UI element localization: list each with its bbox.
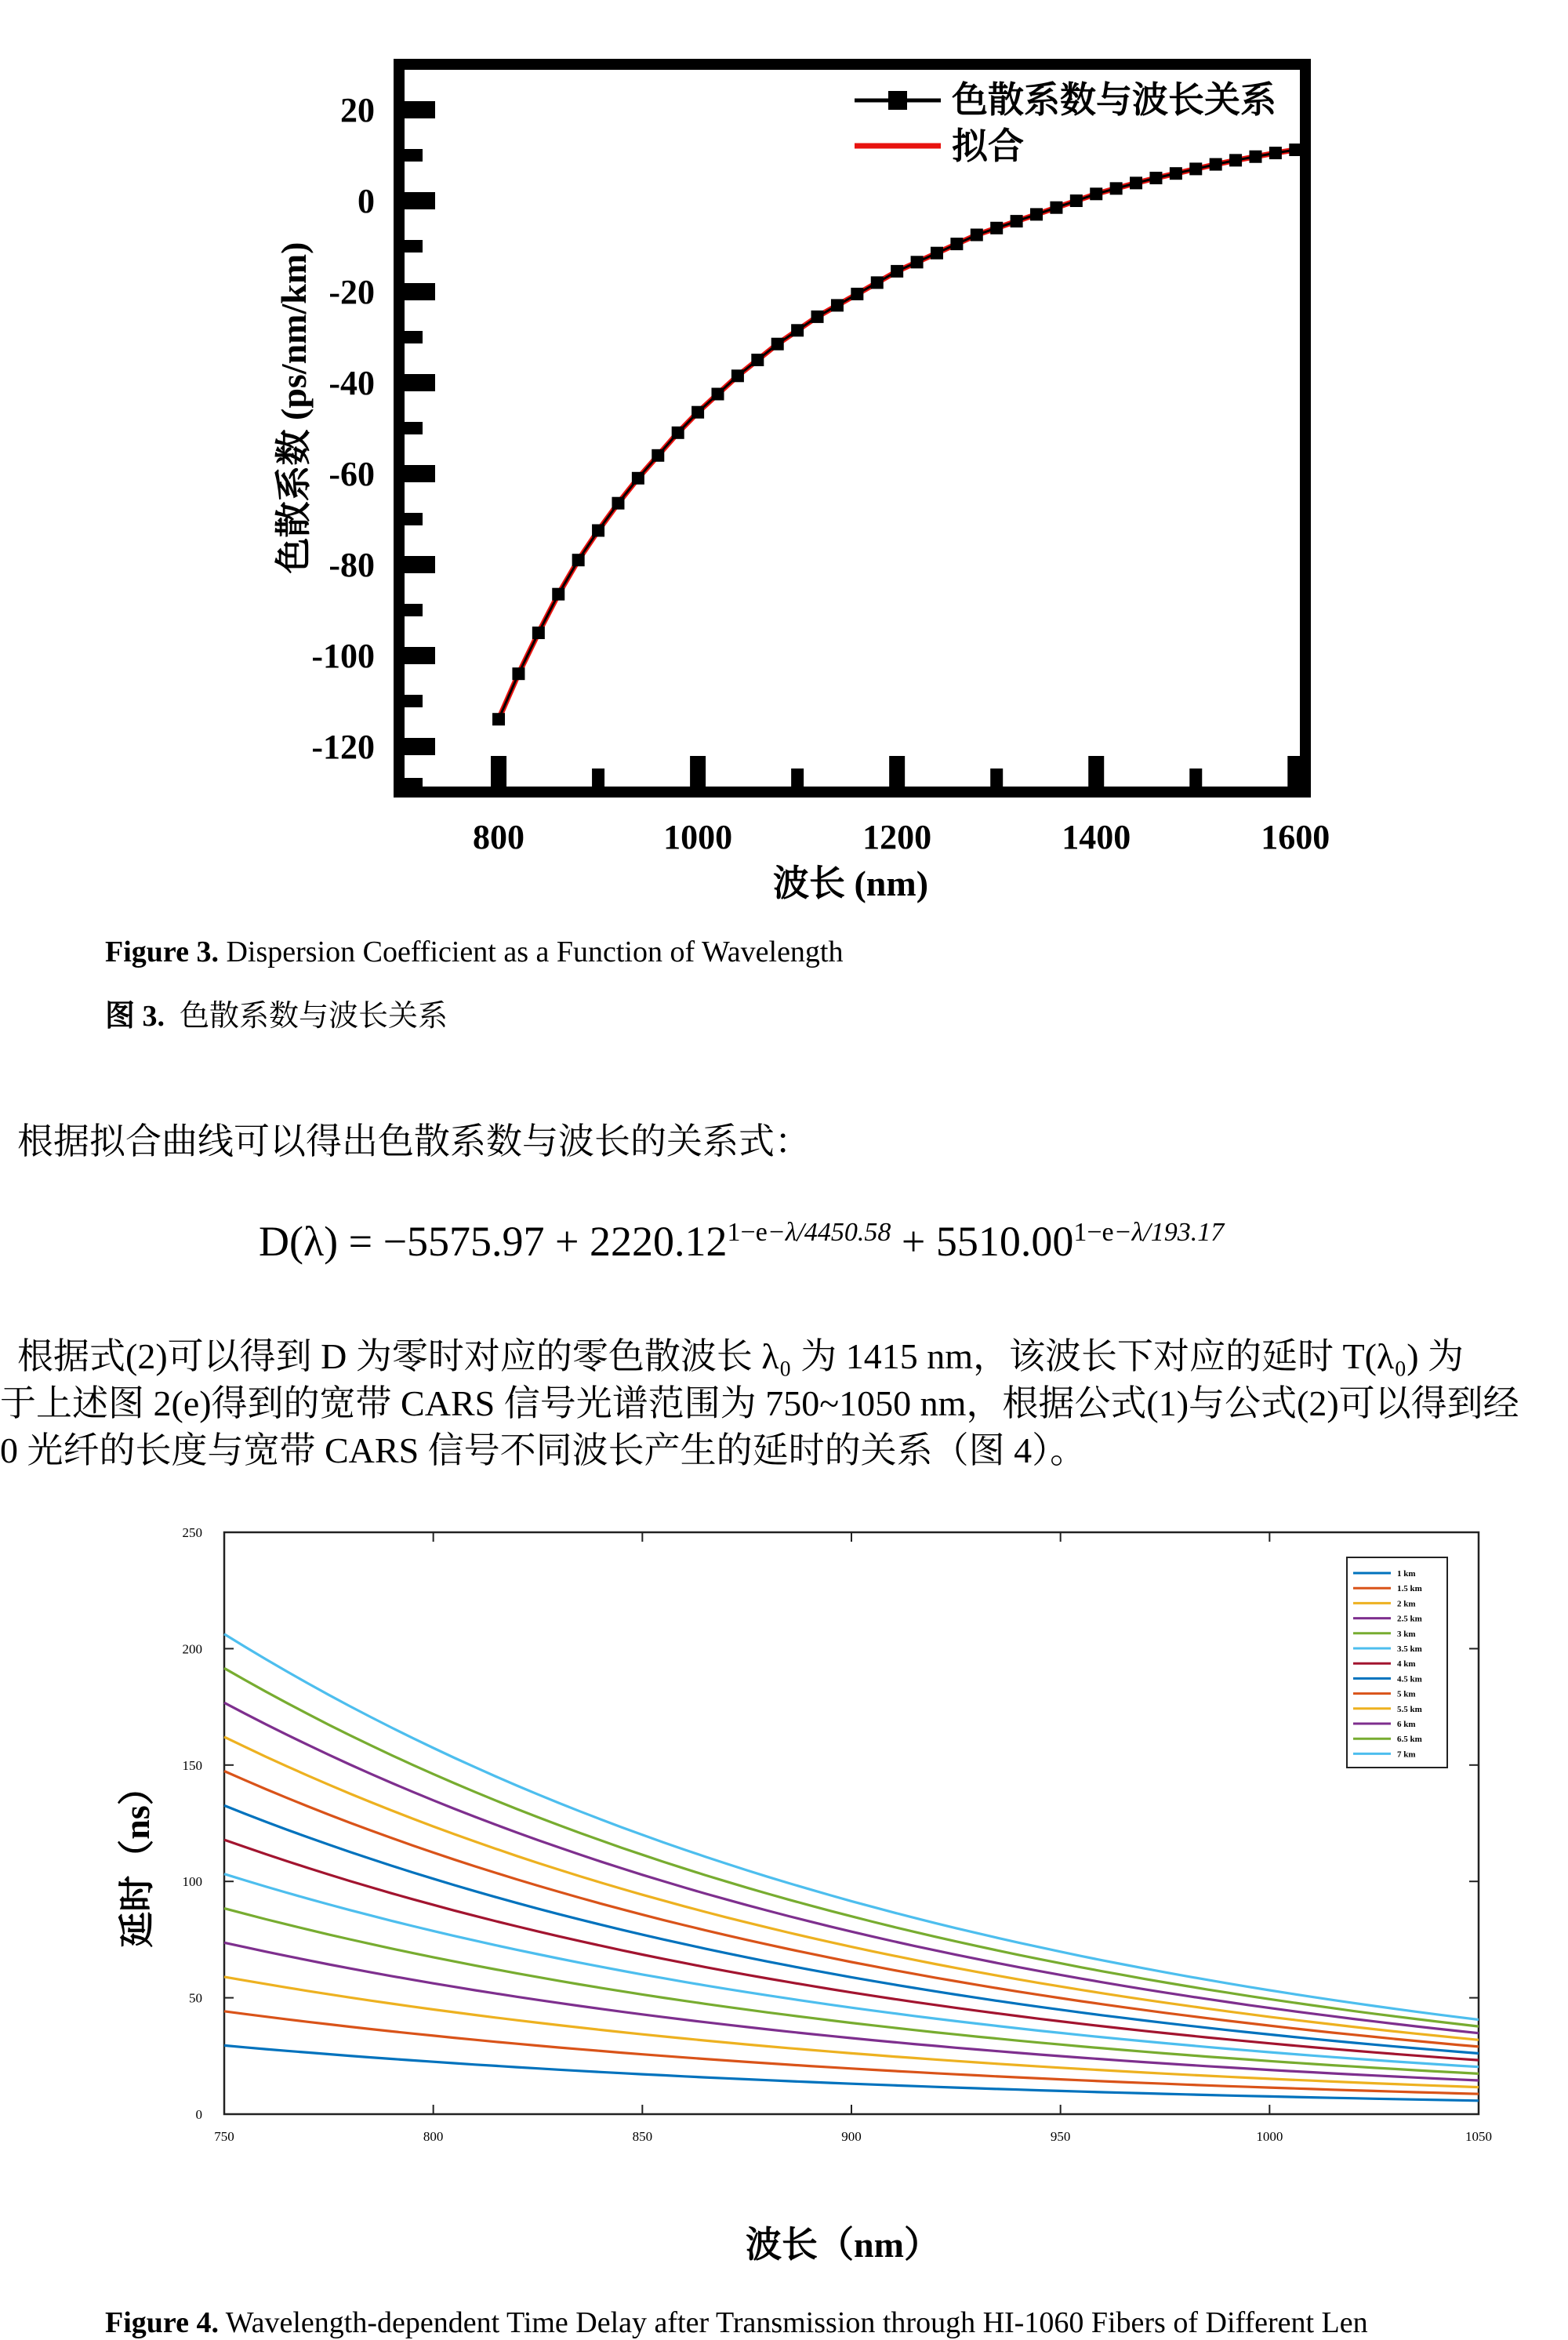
paragraph-line-3: 0 光纤的长度与宽带 CARS 信号不同波长产生的延时的关系（图 4）。 <box>0 1430 1087 1470</box>
legend-entry: 4.5 km <box>1397 1674 1422 1684</box>
legend-entry: 6 km <box>1397 1720 1416 1729</box>
fit-curve <box>499 150 1295 719</box>
data-point <box>1229 154 1242 166</box>
y-tick-label: -120 <box>311 728 375 766</box>
y-axis-label: 色散系数 (ps/nm/km) <box>274 242 314 574</box>
y-tick-label: 0 <box>358 182 375 220</box>
data-point <box>672 427 684 439</box>
legend <box>1347 1557 1447 1768</box>
legend-entry: 2 km <box>1397 1599 1416 1609</box>
data-point <box>931 247 943 260</box>
y-tick-label: 250 <box>182 1525 202 1540</box>
x-tick-label: 750 <box>214 2129 234 2144</box>
data-point <box>1130 176 1142 189</box>
figure4-caption: Figure 4. Wavelength-dependent Time Delay after Transmission through HI-1060 Fibers of Different Len <box>105 2306 1368 2339</box>
y-tick-label: 20 <box>340 91 375 129</box>
y-tick-label: 200 <box>182 1641 202 1657</box>
data-point <box>1269 147 1282 159</box>
x-axis-label: 波长 (nm) <box>772 863 929 903</box>
x-tick-label: 1400 <box>1062 818 1131 856</box>
data-point <box>572 554 585 566</box>
data-point <box>612 497 624 510</box>
y-tick-label: -40 <box>328 364 375 402</box>
data-point <box>811 311 824 323</box>
y-axis-label: 延时（ns） <box>117 1769 157 1948</box>
y-tick-label: 100 <box>182 1874 202 1890</box>
paragraph-line-2: 于上述图 2(e)得到的宽带 CARS 信号光谱范围为 750~1050 nm，根据公式(1)与公式(2)可以得到经 <box>0 1383 1519 1423</box>
delay-curve <box>224 1702 1479 2033</box>
y-tick-label: 150 <box>182 1757 202 1773</box>
y-tick-label: -60 <box>328 455 375 493</box>
x-tick-label: 1000 <box>663 818 733 856</box>
y-tick-label: 0 <box>195 2107 202 2122</box>
data-point <box>1210 158 1222 171</box>
data-point <box>1189 162 1202 175</box>
x-tick-label: 1600 <box>1261 818 1330 856</box>
paragraph-line-1: 根据式(2)可以得到 D 为零时对应的零色散波长 λ₀ 为 1415 nm，该波长下对应的延时 T(λ₀) 为 <box>17 1336 1465 1376</box>
data-point <box>771 338 784 351</box>
data-point <box>492 713 505 725</box>
data-point <box>871 276 884 289</box>
delay-curve <box>224 1805 1479 2053</box>
data-point <box>1149 172 1162 184</box>
data-point <box>1050 202 1062 214</box>
x-tick-label: 800 <box>473 818 525 856</box>
legend-entry: 1.5 km <box>1397 1584 1422 1594</box>
data-point <box>971 229 983 242</box>
data-point <box>592 525 604 537</box>
delay-curve <box>224 1909 1479 2074</box>
delay-chart <box>0 1513 1568 2282</box>
legend-entry: 1 km <box>1397 1569 1416 1579</box>
legend-entry: 6.5 km <box>1397 1735 1422 1745</box>
data-point <box>1289 144 1301 156</box>
legend-entry-fit: 拟合 <box>952 126 1024 166</box>
data-line <box>499 150 1295 719</box>
data-point <box>891 265 903 278</box>
y-tick-label: 50 <box>189 1990 202 2006</box>
x-tick-label: 1000 <box>1256 2129 1283 2144</box>
data-point <box>712 388 724 401</box>
data-point <box>1249 151 1261 163</box>
data-point <box>990 222 1003 234</box>
data-point <box>1110 182 1123 194</box>
data-point <box>512 667 524 680</box>
legend-entry: 4 km <box>1397 1659 1416 1670</box>
legend-entry: 3.5 km <box>1397 1644 1422 1654</box>
legend-entry-data: 色散系数与波长关系 <box>952 80 1276 120</box>
figure3-caption-zh: 图 3. 色散系数与波长关系 <box>105 1000 448 1033</box>
delay-curve <box>224 1668 1479 2026</box>
data-point <box>691 406 704 419</box>
data-point <box>911 256 924 268</box>
data-point <box>950 238 963 250</box>
data-point <box>1030 208 1043 220</box>
x-tick-label: 1050 <box>1465 2129 1492 2144</box>
fit-equation: $D(\lambda) = -5575.97 + 2220.12^{1-e-\lambda/4450.58} + 5510.00^{1-e-\lambda/193.17}$ <box>259 1218 1225 1265</box>
y-tick-label: -20 <box>328 273 375 311</box>
data-point <box>851 288 863 300</box>
figure3-caption-en: Figure 3. Dispersion Coefficient as a Function of Wavelength <box>105 936 844 968</box>
data-point <box>1090 187 1102 200</box>
x-tick-label: 900 <box>841 2129 862 2144</box>
data-point <box>1170 167 1182 180</box>
dispersion-chart <box>0 0 1568 925</box>
data-point <box>632 472 644 485</box>
data-point <box>791 324 804 336</box>
data-point <box>731 369 744 382</box>
x-tick-label: 850 <box>632 2129 653 2144</box>
data-point <box>1070 194 1083 207</box>
data-point <box>532 627 545 639</box>
x-tick-label: 800 <box>423 2129 444 2144</box>
legend-entry: 2.5 km <box>1397 1614 1422 1624</box>
legend-entry: 3 km <box>1397 1629 1416 1639</box>
x-tick-label: 1200 <box>862 818 932 856</box>
data-point <box>831 299 844 311</box>
data-point <box>552 588 564 601</box>
legend <box>855 80 1276 166</box>
paragraph-intro: 根据拟合曲线可以得出色散系数与波长的关系式： <box>17 1121 811 1161</box>
data-point <box>652 449 664 462</box>
data-point <box>1011 215 1023 227</box>
x-tick-label: 950 <box>1050 2129 1071 2144</box>
x-axis-label: 波长（nm） <box>746 2225 940 2265</box>
legend-entry: 5.5 km <box>1397 1704 1422 1714</box>
legend-entry: 7 km <box>1397 1750 1416 1760</box>
data-point <box>751 354 764 366</box>
y-tick-label: -100 <box>311 637 375 675</box>
legend-entry: 5 km <box>1397 1689 1416 1699</box>
y-tick-label: -80 <box>328 546 375 584</box>
